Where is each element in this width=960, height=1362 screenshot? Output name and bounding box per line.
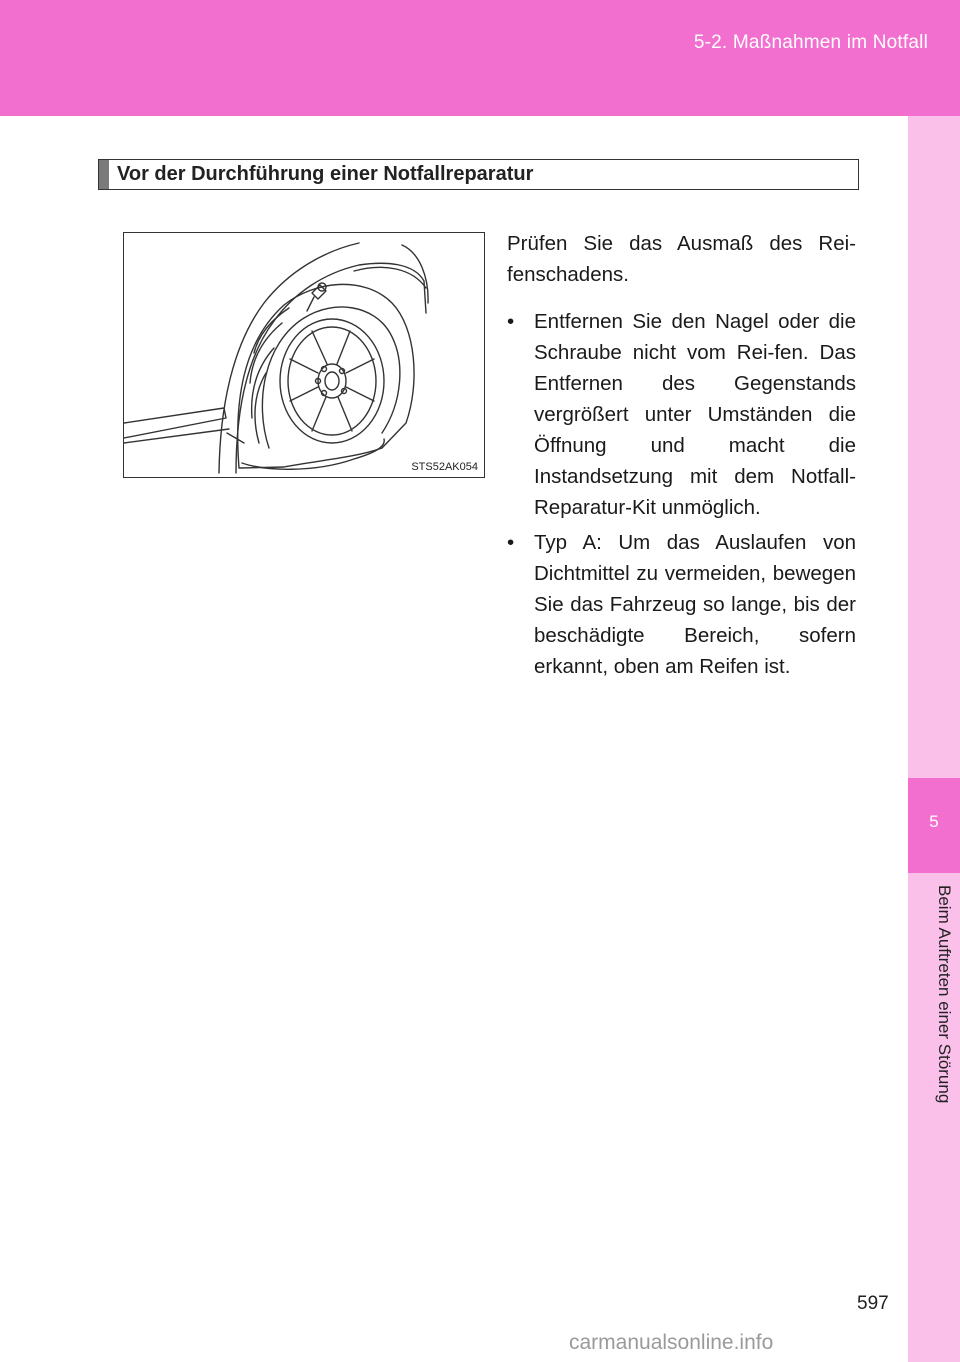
illustration-code: STS52AK054 xyxy=(411,461,478,473)
bullet-icon: • xyxy=(507,310,515,333)
page-number: 597 xyxy=(857,1293,889,1314)
flat-tire-illustration xyxy=(123,232,485,478)
side-tab-upper xyxy=(908,116,960,778)
header-bar xyxy=(0,0,960,116)
list-item xyxy=(507,527,856,682)
chapter-number: 5 xyxy=(929,812,939,831)
intro-paragraph: Prüfen Sie das Ausmaß des Rei-fenschadens. xyxy=(507,232,856,286)
flat-tire-drawing xyxy=(124,233,483,476)
section-heading xyxy=(98,159,859,190)
bullet-text: Entfernen Sie den Nagel oder die Schraube nicht vom Rei-fen. Das Entfernen des Gegenstands vergrößert unter Umständen die Öffnung und macht die Instandsetzung mit dem Notfall-Reparatur-Kit unmöglich. xyxy=(534,310,856,519)
heading-marker xyxy=(99,160,109,189)
chapter-title: Beim Auftreten einer Störung xyxy=(935,885,954,1104)
header-section-title: 5-2. Maßnahmen im Notfall xyxy=(693,32,928,53)
list-item xyxy=(507,306,856,523)
watermark: carmanualsonline.info xyxy=(569,1331,774,1354)
bullet-list xyxy=(507,306,856,682)
section-heading-title: Vor der Durchführung einer Notfallreparatur xyxy=(117,163,534,185)
bullet-icon: • xyxy=(507,531,515,554)
bullet-text: Typ A: Um das Auslaufen von Dichtmittel zu vermeiden, bewegen Sie das Fahrzeug so lange, bis der beschädigte Bereich, sofern erkannt, oben am Reifen ist. xyxy=(534,531,856,678)
body-text xyxy=(507,228,856,686)
